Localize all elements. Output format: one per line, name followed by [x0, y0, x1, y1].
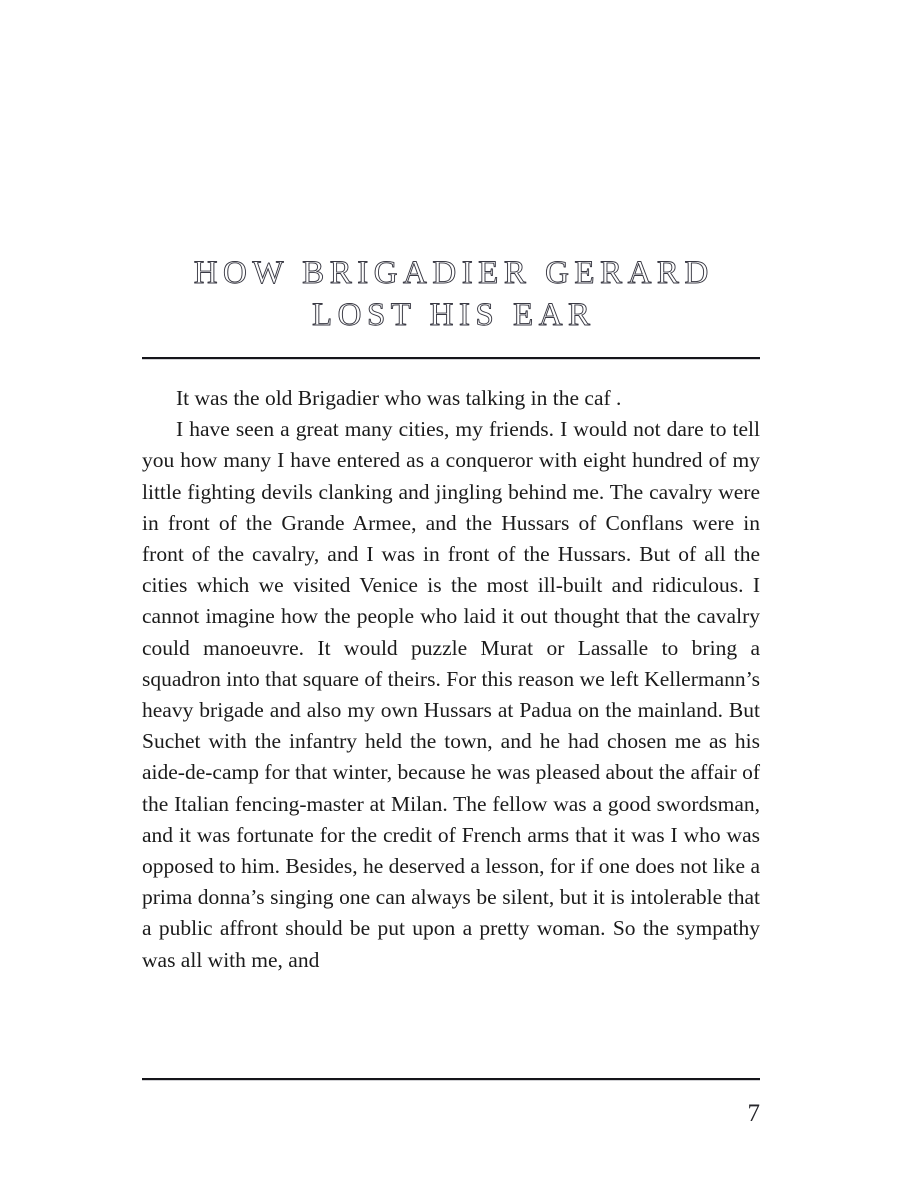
title-divider-rule — [142, 357, 760, 359]
chapter-title-line-1: HOW BRIGADIER GERARD — [193, 255, 714, 291]
body-text — [142, 383, 760, 976]
chapter-title — [142, 252, 760, 336]
page-number: 7 — [747, 1100, 760, 1127]
paragraph-1: It was the old Brigadier who was talking in the caf . — [176, 386, 622, 410]
paragraph-2: I have seen a great many cities, my friends. I would not dare to tell you how many I have entered as a conqueror with eight hundred of my little fighting devils clanking and jingling behind me. The cavalry were in front of the Grande Armee, and the Hussars of Conflans were in front of the cavalry, and I was in front of the Hussars. But of all the cities which we visited Venice is the most ill-built and ridiculous. I cannot imagine how the people who laid it out thought that the cavalry could manoeuvre. It would puzzle Murat or Lassalle to bring a squadron into that square of theirs. For this reason we left Kellermann’s heavy brigade and also my own Hussars at Padua on the mainland. But Suchet with the infantry held the town, and he had chosen me as his aide-de-camp for that winter, because he was pleased about the affair of the Italian fencing-master at Milan. The fellow was a good swordsman, and it was fortunate for the credit of French arms that it was I who was opposed to him. Besides, he deserved a lesson, for if one does not like a prima donna’s singing one can always be silent, but it is intolerable that a public affront should be put upon a pretty woman. So the sympathy was all with me, and — [142, 417, 760, 972]
footer-divider-rule — [142, 1078, 760, 1080]
chapter-title-line-2: LOST HIS EAR — [311, 297, 596, 333]
